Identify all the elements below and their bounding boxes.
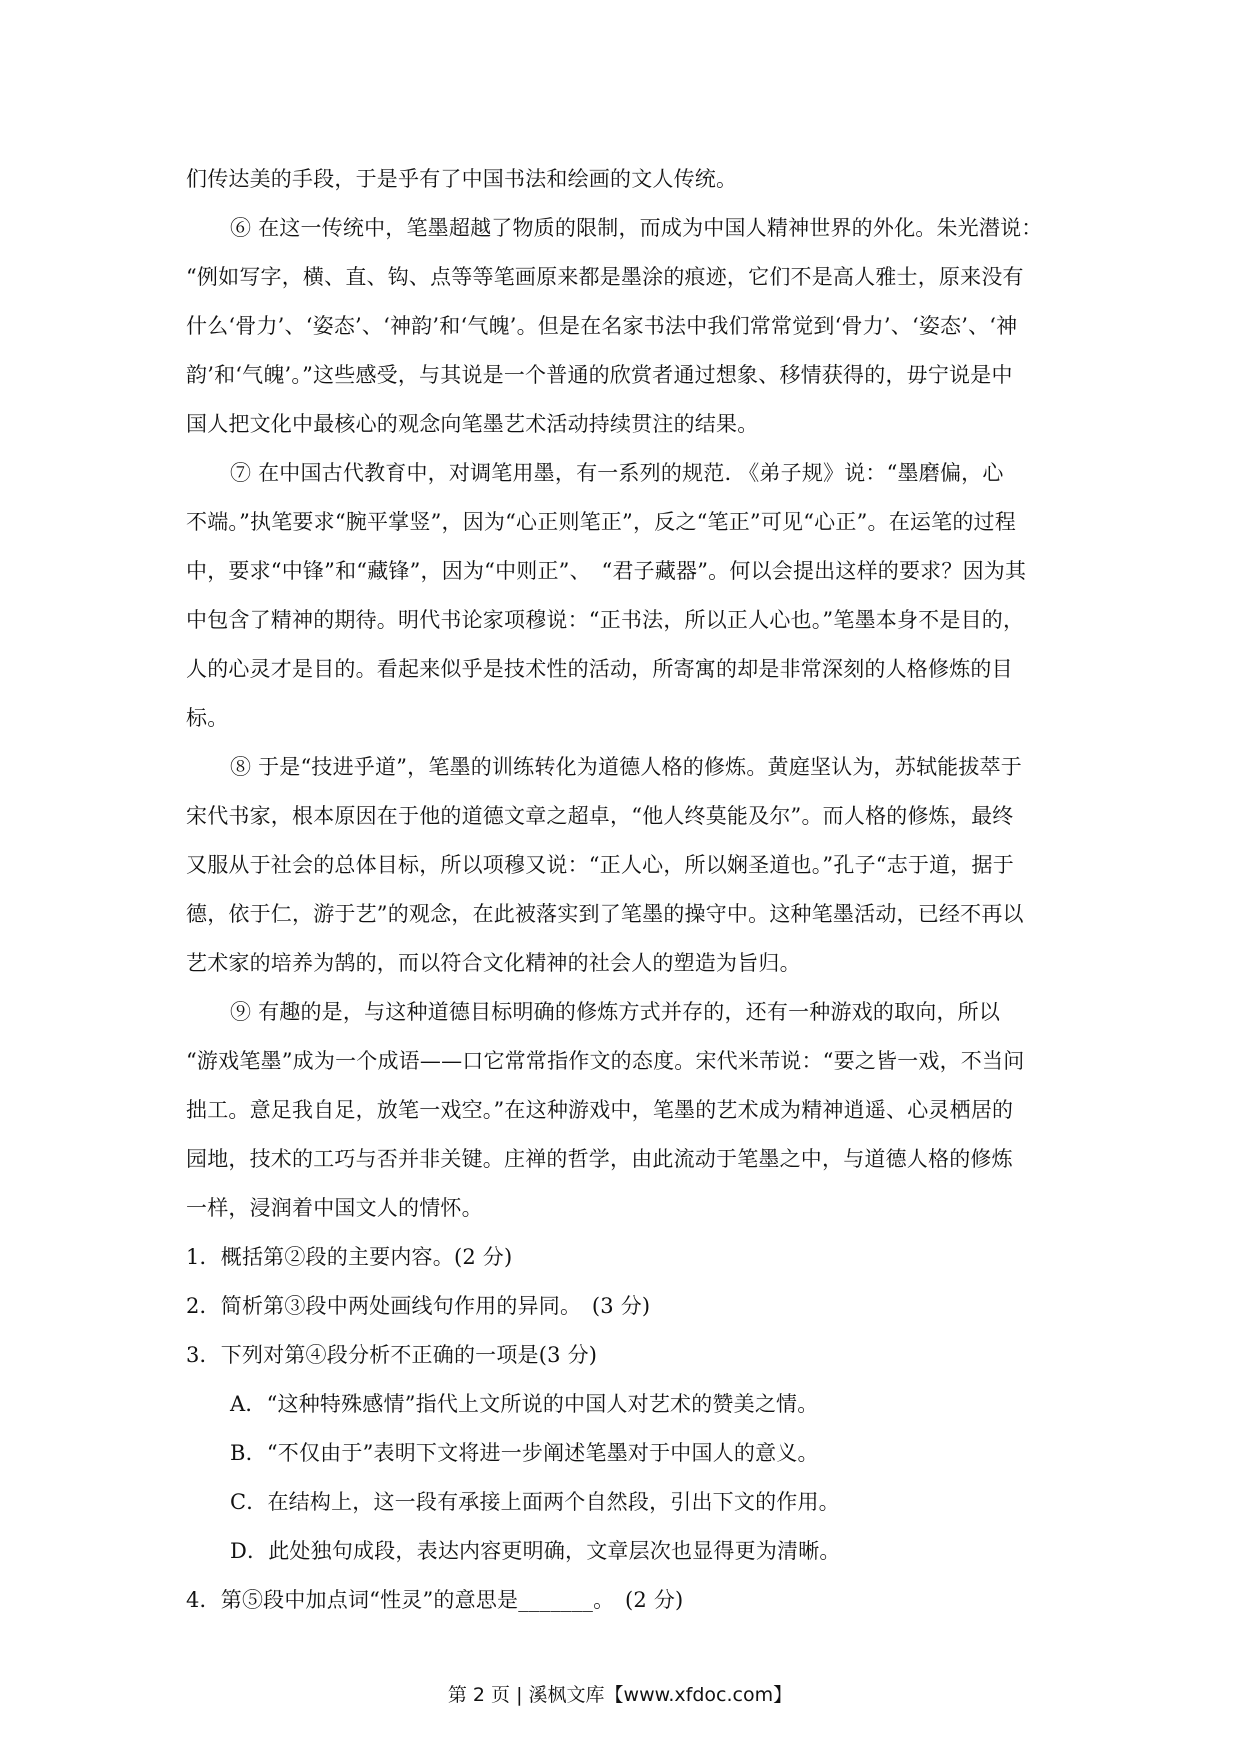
paragraph-8-line: 宋代书家，根本原因在于他的道德文章之超卓，“他人终莫能及尔”。而人格的修炼，最终: [186, 804, 1014, 828]
paragraph-7-line: ⑦ 在中国古代教育中，对调笔用墨，有一系列的规范. 《弟子规》说：“墨磨偏，心: [230, 461, 1004, 485]
paragraph-9-line: 园地，技术的工巧与否并非关键。庄禅的哲学，由此流动于笔墨之中，与道德人格的修炼: [186, 1147, 1013, 1171]
paragraph-9-line: ⑨ 有趣的是，与这种道德目标明确的修炼方式并存的，还有一种游戏的取向，所以: [230, 1000, 1001, 1024]
paragraph-9-line: “游戏笔墨”成为一个成语——口它常常指作文的态度。宋代米芾说：“要之皆一戏，不当问: [186, 1049, 1025, 1073]
paragraph-5-end-line: 们传达美的手段，于是乎有了中国书法和绘画的文人传统。: [186, 167, 738, 191]
paragraph-9-line: 一样，浸润着中国文人的情怀。: [186, 1196, 483, 1220]
paragraph-7-line: 中，要求“中锋”和“藏锋”，因为“中则正”、 “君子藏器”。何以会提出这样的要求？因为其: [186, 559, 1027, 583]
paragraph-6-line: 什么‘骨力’、‘姿态’、‘神韵’和‘气魄’。但是在名家书法中我们常常觉到‘骨力’、‘姿态’、‘神: [186, 314, 1018, 338]
paragraph-9-line: 拙工。意足我自足，放笔一戏空。”在这种游戏中，笔墨的艺术成为精神逍遥、心灵栖居的: [186, 1098, 1014, 1122]
question-4: 4．第⑤段中加点词“性灵”的意思是_______。 (2 分): [186, 1588, 684, 1612]
paragraph-7-line: 中包含了精神的期待。明代书论家项穆说：“正书法，所以正人心也。”笔墨本身不是目的，: [186, 608, 1025, 632]
question-3-option-c: C．在结构上，这一段有承接上面两个自然段，引出下文的作用。: [230, 1490, 840, 1514]
document-body: [186, 155, 1066, 1625]
paragraph-7-line: 不端。”执笔要求“腕平掌竖”，因为“心正则笔正”，反之“笔正”可见“心正”。在运笔的过程: [186, 510, 1016, 534]
paragraph-7-line: 标。: [186, 706, 229, 730]
paragraph-6-line: 国人把文化中最核心的观念向笔墨艺术活动持续贯注的结果。: [186, 412, 759, 436]
question-1: 1．概括第②段的主要内容。(2 分): [186, 1245, 513, 1269]
question-2: 2．简析第③段中两处画线句作用的异同。 (3 分): [186, 1294, 651, 1318]
paragraph-8-line: 艺术家的培养为鹄的，而以符合文化精神的社会人的塑造为旨归。: [186, 951, 801, 975]
paragraph-7-line: 人的心灵才是目的。看起来似乎是技术性的活动，所寄寓的却是非常深刻的人格修炼的目: [186, 657, 1013, 681]
page-footer: 第 2 页 | 溪枫文库【www.xfdoc.com】: [447, 1684, 793, 1706]
paragraph-6-line: ⑥ 在这一传统中，笔墨超越了物质的限制，而成为中国人精神世界的外化。朱光潜说：: [230, 216, 1043, 240]
paragraph-8-line: ⑧ 于是“技进乎道”，笔墨的训练转化为道德人格的修炼。黄庭坚认为，苏轼能拔萃于: [230, 755, 1022, 779]
paragraph-6-line: “例如写字，横、直、钩、点等等笔画原来都是墨涂的痕迹，它们不是高人雅士，原来没有: [186, 265, 1024, 289]
paragraph-8-line: 德，依于仁，游于艺”的观念，在此被落实到了笔墨的操守中。这种笔墨活动，已经不再以: [186, 902, 1024, 926]
paragraph-8-line: 又服从于社会的总体目标，所以项穆又说：“正人心，所以娴圣道也。”孔子“志于道，据于: [186, 853, 1014, 877]
question-3-option-d: D．此处独句成段，表达内容更明确，文章层次也显得更为清晰。: [230, 1539, 841, 1563]
paragraph-6-line: 韵’和‘气魄’。”这些感受，与其说是一个普通的欣赏者通过想象、移情获得的，毋宁说是中: [186, 363, 1013, 387]
question-3: 3．下列对第④段分析不正确的一项是(3 分): [186, 1343, 598, 1367]
question-3-option-b: B．“不仅由于”表明下文将进一步阐述笔墨对于中国人的意义。: [230, 1441, 819, 1465]
question-3-option-a: A．“这种特殊感情”指代上文所说的中国人对艺术的赞美之情。: [230, 1392, 819, 1416]
